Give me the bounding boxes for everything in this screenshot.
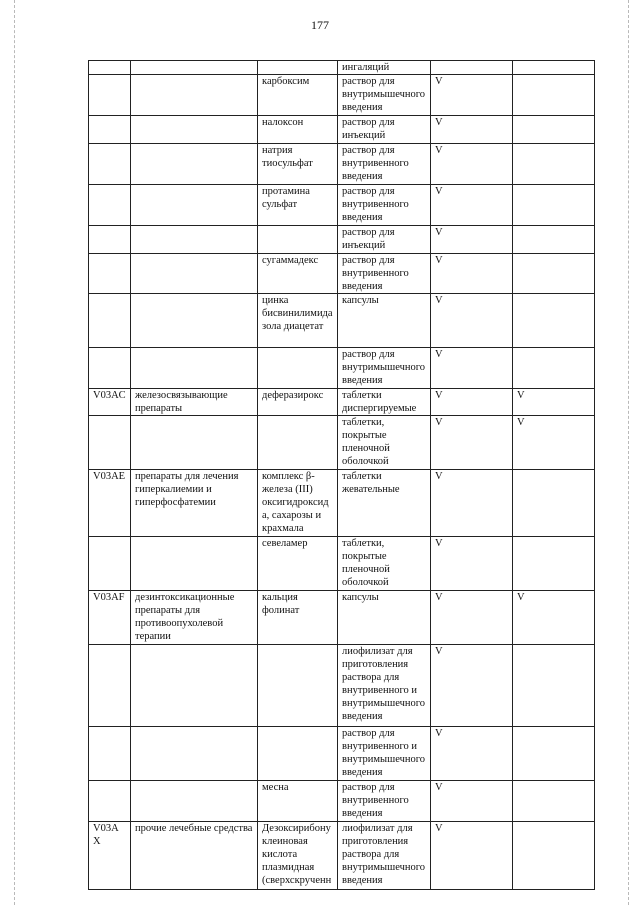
dosage-form-cell: ингаляций bbox=[338, 61, 431, 75]
drug-name-cell bbox=[258, 645, 338, 727]
drug-name-cell bbox=[258, 416, 338, 470]
atc-code-cell bbox=[89, 645, 131, 727]
table-row bbox=[89, 645, 595, 727]
mark-column-1-cell: V bbox=[431, 727, 513, 781]
table-row bbox=[89, 537, 595, 591]
table-row bbox=[89, 389, 595, 416]
mark-column-2-cell bbox=[513, 226, 595, 254]
drug-name-cell bbox=[258, 348, 338, 389]
dosage-form-cell: таблетки, покрытые пленочной оболочкой bbox=[338, 537, 431, 591]
drug-name-cell: карбоксим bbox=[258, 75, 338, 116]
table-row bbox=[89, 294, 595, 348]
mark-column-1-cell: V bbox=[431, 591, 513, 645]
mark-column-2-cell bbox=[513, 470, 595, 537]
table-row bbox=[89, 75, 595, 116]
page-edge-right bbox=[628, 0, 629, 905]
group-name-cell bbox=[131, 61, 258, 75]
drug-name-cell: севеламер bbox=[258, 537, 338, 591]
mark-column-1-cell: V bbox=[431, 75, 513, 116]
atc-code-cell bbox=[89, 61, 131, 75]
table-row bbox=[89, 781, 595, 822]
mark-column-1-cell: V bbox=[431, 537, 513, 591]
drug-name-cell: деферазирокс bbox=[258, 389, 338, 416]
dosage-form-cell: раствор для инъекций bbox=[338, 226, 431, 254]
drug-name-cell bbox=[258, 727, 338, 781]
drug-table-body bbox=[89, 61, 595, 890]
table-row bbox=[89, 727, 595, 781]
table-row bbox=[89, 185, 595, 226]
atc-code-cell bbox=[89, 781, 131, 822]
group-name-cell bbox=[131, 144, 258, 185]
dosage-form-cell: капсулы bbox=[338, 591, 431, 645]
mark-column-2-cell bbox=[513, 185, 595, 226]
mark-column-2-cell bbox=[513, 348, 595, 389]
dosage-form-cell: лиофилизат для приготовления раствора для внутривенного и внутримышечного введения bbox=[338, 645, 431, 727]
mark-column-2-cell bbox=[513, 537, 595, 591]
dosage-form-cell: таблетки жевательные bbox=[338, 470, 431, 537]
mark-column-1-cell bbox=[431, 61, 513, 75]
atc-code-cell bbox=[89, 185, 131, 226]
group-name-cell bbox=[131, 75, 258, 116]
dosage-form-cell: капсулы bbox=[338, 294, 431, 348]
mark-column-2-cell bbox=[513, 781, 595, 822]
group-name-cell bbox=[131, 185, 258, 226]
mark-column-1-cell: V bbox=[431, 348, 513, 389]
atc-code-cell: V03AX bbox=[89, 822, 131, 890]
mark-column-2-cell bbox=[513, 116, 595, 144]
drug-name-cell: натрия тиосульфат bbox=[258, 144, 338, 185]
atc-code-cell: V03AF bbox=[89, 591, 131, 645]
drug-name-cell: протамина сульфат bbox=[258, 185, 338, 226]
group-name-cell bbox=[131, 645, 258, 727]
table-row bbox=[89, 144, 595, 185]
group-name-cell: дезинтоксикационные препараты для противоопухолевой терапии bbox=[131, 591, 258, 645]
atc-code-cell bbox=[89, 116, 131, 144]
drug-name-cell: кальция фолинат bbox=[258, 591, 338, 645]
table-row bbox=[89, 470, 595, 537]
table-row bbox=[89, 61, 595, 75]
drug-name-cell bbox=[258, 61, 338, 75]
dosage-form-cell: раствор для инъекций bbox=[338, 116, 431, 144]
group-name-cell bbox=[131, 294, 258, 348]
table-row bbox=[89, 254, 595, 294]
dosage-form-cell: таблетки, покрытые пленочной оболочкой bbox=[338, 416, 431, 470]
mark-column-1-cell: V bbox=[431, 645, 513, 727]
mark-column-1-cell: V bbox=[431, 226, 513, 254]
mark-column-2-cell: V bbox=[513, 591, 595, 645]
page-number: 177 bbox=[311, 18, 329, 32]
dosage-form-cell: раствор для внутривенного введения bbox=[338, 185, 431, 226]
atc-code-cell bbox=[89, 226, 131, 254]
mark-column-1-cell: V bbox=[431, 822, 513, 890]
table-row bbox=[89, 116, 595, 144]
dosage-form-cell: раствор для внутривенного введения bbox=[338, 781, 431, 822]
drug-name-cell: сугаммадекс bbox=[258, 254, 338, 294]
group-name-cell bbox=[131, 348, 258, 389]
mark-column-1-cell: V bbox=[431, 781, 513, 822]
mark-column-1-cell: V bbox=[431, 185, 513, 226]
mark-column-1-cell: V bbox=[431, 254, 513, 294]
page-edge-left bbox=[14, 0, 15, 905]
group-name-cell bbox=[131, 781, 258, 822]
atc-code-cell bbox=[89, 254, 131, 294]
group-name-cell bbox=[131, 537, 258, 591]
mark-column-2-cell bbox=[513, 822, 595, 890]
mark-column-1-cell: V bbox=[431, 116, 513, 144]
group-name-cell bbox=[131, 727, 258, 781]
group-name-cell: прочие лечебные средства bbox=[131, 822, 258, 890]
group-name-cell bbox=[131, 254, 258, 294]
mark-column-1-cell: V bbox=[431, 294, 513, 348]
atc-code-cell bbox=[89, 75, 131, 116]
drug-name-cell: Дезоксирибонуклеиновая кислота плазмидная (сверхскрученн bbox=[258, 822, 338, 890]
mark-column-2-cell bbox=[513, 75, 595, 116]
mark-column-2-cell: V bbox=[513, 416, 595, 470]
group-name-cell: препараты для лечения гиперкалиемии и гиперфосфатемии bbox=[131, 470, 258, 537]
table-row bbox=[89, 416, 595, 470]
atc-code-cell: V03AC bbox=[89, 389, 131, 416]
dosage-form-cell: лиофилизат для приготовления раствора для внутримышечного введения bbox=[338, 822, 431, 890]
table-row bbox=[89, 822, 595, 890]
atc-code-cell bbox=[89, 416, 131, 470]
drug-name-cell: налоксон bbox=[258, 116, 338, 144]
mark-column-2-cell bbox=[513, 144, 595, 185]
drug-name-cell: месна bbox=[258, 781, 338, 822]
dosage-form-cell: раствор для внутривенного введения bbox=[338, 254, 431, 294]
mark-column-2-cell bbox=[513, 645, 595, 727]
dosage-form-cell: раствор для внутривенного введения bbox=[338, 144, 431, 185]
atc-code-cell: V03AE bbox=[89, 470, 131, 537]
mark-column-1-cell: V bbox=[431, 416, 513, 470]
atc-code-cell bbox=[89, 537, 131, 591]
atc-code-cell bbox=[89, 144, 131, 185]
drug-name-cell: цинка бисвинилимидазола диацетат bbox=[258, 294, 338, 348]
mark-column-1-cell: V bbox=[431, 470, 513, 537]
table-row bbox=[89, 226, 595, 254]
atc-code-cell bbox=[89, 348, 131, 389]
mark-column-2-cell: V bbox=[513, 389, 595, 416]
dosage-form-cell: раствор для внутривенного и внутримышечного введения bbox=[338, 727, 431, 781]
drug-name-cell bbox=[258, 226, 338, 254]
mark-column-2-cell bbox=[513, 294, 595, 348]
dosage-form-cell: раствор для внутримышечного введения bbox=[338, 75, 431, 116]
group-name-cell bbox=[131, 416, 258, 470]
group-name-cell bbox=[131, 116, 258, 144]
mark-column-2-cell bbox=[513, 61, 595, 75]
atc-code-cell bbox=[89, 727, 131, 781]
mark-column-2-cell bbox=[513, 254, 595, 294]
group-name-cell bbox=[131, 226, 258, 254]
group-name-cell: железосвязывающие препараты bbox=[131, 389, 258, 416]
atc-code-cell bbox=[89, 294, 131, 348]
mark-column-1-cell: V bbox=[431, 389, 513, 416]
table-row bbox=[89, 348, 595, 389]
drug-table bbox=[88, 60, 595, 890]
mark-column-2-cell bbox=[513, 727, 595, 781]
table-row bbox=[89, 591, 595, 645]
dosage-form-cell: таблетки диспергируемые bbox=[338, 389, 431, 416]
drug-name-cell: комплекс β-железа (III) оксигидроксида, сахарозы и крахмала bbox=[258, 470, 338, 537]
dosage-form-cell: раствор для внутримышечного введения bbox=[338, 348, 431, 389]
mark-column-1-cell: V bbox=[431, 144, 513, 185]
